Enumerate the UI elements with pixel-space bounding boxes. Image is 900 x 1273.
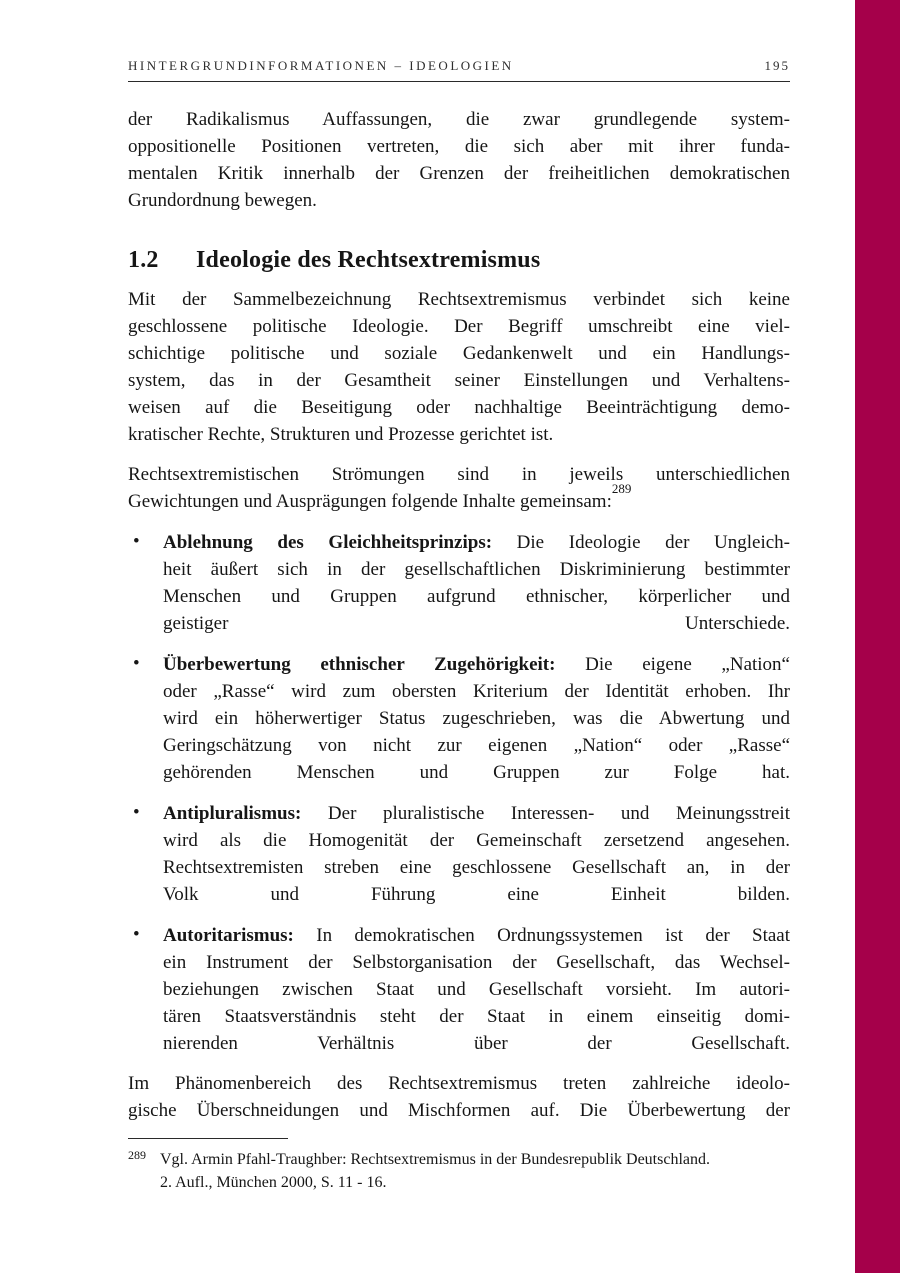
footnote — [128, 1148, 790, 1194]
lead-in-last-line: Gewichtungen und Ausprägungen folgende Inhalte gemeinsam:$^{289}$ — [128, 480, 632, 512]
footnote-number: 289 — [128, 1148, 146, 1162]
intro-paragraph — [128, 106, 790, 214]
section-title: Ideologie des Rechtsextremismus — [196, 247, 541, 273]
page-number: 195 — [764, 58, 790, 73]
text-line: Geringschätzung von nicht zur eigenen „Nation“ oder „Rasse“ — [163, 735, 790, 756]
footnote-separator-rule — [128, 1138, 288, 1139]
bullet-dot: • — [133, 924, 140, 945]
text-line: Mit der Sammelbezeichnung Rechtsextremismus verbindet sich keine — [128, 289, 790, 310]
text-line: tären Staatsverständnis steht der Staat in einem einseitig domi- — [163, 1006, 790, 1027]
text-line: system, das in der Gesamtheit seiner Einstellungen und Verhaltens- — [128, 370, 790, 391]
bullet-first-line: Antipluralismus: Der pluralistische Interessen- und Meinungsstreit — [163, 803, 790, 824]
section-heading — [128, 244, 790, 276]
section-number: 1.2 — [128, 247, 159, 273]
text-line: heit äußert sich in der gesellschaftlichen Diskriminierung bestimmter — [163, 559, 790, 580]
closing-paragraph — [128, 1070, 790, 1124]
bullet-text — [163, 651, 790, 786]
text-line: Volk und Führung eine Einheit bilden. — [163, 884, 790, 905]
text-line: wird als die Homogenität der Gemeinschaft zersetzend angesehen. — [163, 830, 790, 851]
bullet-first-line: Überbewertung ethnischer Zugehörigkeit: Die eigene „Nation“ — [163, 654, 790, 675]
text-line: 2. Aufl., München 2000, S. 11 - 16. — [160, 1174, 387, 1191]
bullet-dot: • — [133, 653, 140, 674]
lead-in-paragraph — [128, 461, 790, 515]
text-line: gehörenden Menschen und Gruppen zur Folge hat. — [163, 762, 790, 783]
bullet-item-ethnische-zugehoerigkeit — [128, 651, 790, 786]
text-line: oder „Rasse“ wird zum obersten Kriterium der Identität erhoben. Ihr — [163, 681, 790, 702]
text-line: gische Überschneidungen und Mischformen auf. Die Überbewertung der — [128, 1100, 790, 1121]
footnote-reference-marker: 289 — [611, 480, 632, 496]
bullet-item-autoritarismus — [128, 922, 790, 1057]
bullet-first-line: Ablehnung des Gleichheitsprinzips: Die Ideologie der Ungleich- — [163, 532, 790, 553]
bullet-dot: • — [133, 531, 140, 552]
text-line: nierenden Verhältnis über der Gesellschaft. — [163, 1033, 790, 1054]
text-line: Grundordnung bewegen. — [128, 190, 317, 211]
text-line: mentalen Kritik innerhalb der Grenzen der freiheitlichen demokratischen — [128, 163, 790, 184]
bullet-text — [163, 922, 790, 1057]
footnote-text — [160, 1148, 710, 1194]
text-line: ein Instrument der Selbstorganisation der Gesellschaft, das Wechsel- — [163, 952, 790, 973]
text-line: schichtige politische und soziale Gedankenwelt und ein Handlungs- — [128, 343, 790, 364]
text-line: Vgl. Armin Pfahl-Traughber: Rechtsextremismus in der Bundesrepublik Deutschland. — [160, 1151, 710, 1168]
text-line: oppositionelle Positionen vertreten, die sich aber mit ihrer funda- — [128, 136, 790, 157]
text-line: weisen auf die Beseitigung oder nachhaltige Beeinträchtigung demo- — [128, 397, 790, 418]
text-line: Rechtsextremisten streben eine geschlossene Gesellschaft an, in der — [163, 857, 790, 878]
text-line: geistiger Unterschiede. — [163, 613, 790, 634]
page-content — [128, 0, 790, 1194]
text-line: beziehungen zwischen Staat und Gesellschaft vorsieht. Im autori- — [163, 979, 790, 1000]
accent-bar — [855, 0, 900, 1273]
text-line: Rechtsextremistischen Strömungen sind in jeweils unterschiedlichen — [128, 464, 790, 485]
bullet-text — [163, 800, 790, 908]
text-line: der Radikalismus Auffassungen, die zwar grundlegende system- — [128, 109, 790, 130]
text-line: geschlossene politische Ideologie. Der Begriff umschreibt eine viel- — [128, 316, 790, 337]
definition-paragraph — [128, 286, 790, 448]
bullet-text — [163, 529, 790, 637]
text-line: Menschen und Gruppen aufgrund ethnischer, körperlicher und — [163, 586, 790, 607]
bullet-item-antipluralismus — [128, 800, 790, 908]
text-line: kratischer Rechte, Strukturen und Prozesse gerichtet ist. — [128, 424, 554, 445]
running-header-title: HINTERGRUNDINFORMATIONEN – IDEOLOGIEN — [128, 58, 514, 73]
running-header — [128, 58, 790, 82]
text-line: Im Phänomenbereich des Rechtsextremismus treten zahlreiche ideolo- — [128, 1073, 790, 1094]
bullet-dot: • — [133, 802, 140, 823]
bullet-item-gleichheitsprinzip — [128, 529, 790, 637]
bullet-first-line: Autoritarismus: In demokratischen Ordnungssystemen ist der Staat — [163, 925, 790, 946]
text-line: wird ein höherwertiger Status zugeschrieben, was die Abwertung und — [163, 708, 790, 729]
